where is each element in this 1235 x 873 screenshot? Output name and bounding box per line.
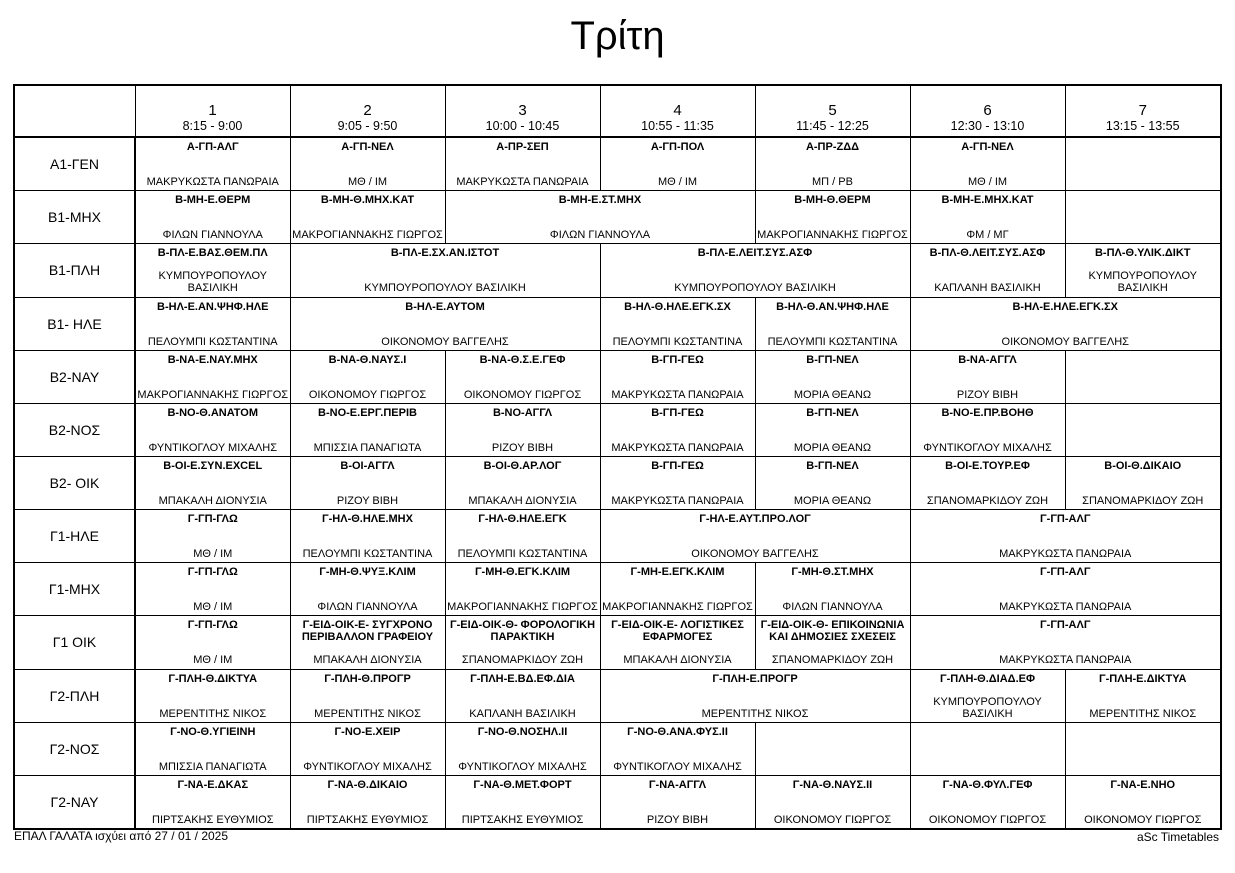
lesson-cell bbox=[1065, 722, 1221, 775]
lesson-cell bbox=[910, 297, 1221, 350]
lesson-cell bbox=[135, 775, 290, 829]
lesson-subject: Γ-ΗΛ-Θ.ΗΛΕ.ΜΗΧ bbox=[322, 513, 413, 526]
lesson-subject: Β-ΠΛ-Ε.ΣΧ.ΑΝ.ΙΣΤΟΤ bbox=[390, 247, 500, 260]
lesson-teacher: ΟΙΚΟΝΟΜΟΥ ΒΑΓΓΕΛΗΣ bbox=[381, 335, 509, 348]
lesson-subject: Γ-ΝΑ-Θ.ΝΑΥΣ.ΙΙ bbox=[792, 778, 873, 791]
class-row bbox=[14, 244, 1221, 297]
lesson-cell bbox=[445, 350, 600, 403]
period-header bbox=[445, 85, 600, 137]
lesson-teacher: ΠΕΛΟΥΜΠΙ ΚΩΣΤΑΝΤΙΝΑ bbox=[457, 548, 588, 561]
lesson-subject: Β-ΟΙ-Θ.ΑΡ.ΛΟΓ bbox=[483, 459, 562, 472]
footer-school-validity: ΕΠΑΛ ΓΑΛΑΤΑ ισχύει από 27 / 01 / 2025 bbox=[14, 829, 229, 843]
lesson-teacher: ΡΙΖΟΥ ΒΙΒΗ bbox=[646, 813, 709, 826]
lesson-subject: Β-ΜΗ-Θ.ΘΕΡΜ bbox=[794, 194, 871, 207]
lesson-cell bbox=[600, 297, 755, 350]
lesson-teacher: ΠΙΡΤΣΑΚΗΣ ΕΥΘΥΜΙΟΣ bbox=[461, 813, 584, 826]
lesson-teacher: ΚΥΜΠΟΥΡΟΠΟΥΛΟΥ ΒΑΣΙΛΙΚΗ bbox=[674, 282, 836, 295]
lesson-cell bbox=[1065, 244, 1221, 297]
lesson-teacher: ΣΠΑΝΟΜΑΡΚΙΔΟΥ ΖΩΗ bbox=[461, 654, 584, 667]
class-name: Β2-ΝΑΥ bbox=[14, 350, 135, 403]
lesson-teacher: ΠΕΛΟΥΜΠΙ ΚΩΣΤΑΝΤΙΝΑ bbox=[302, 548, 433, 561]
lesson-cell bbox=[755, 616, 910, 669]
lesson-teacher: ΜΘ / ΙΜ bbox=[193, 548, 233, 561]
lesson-teacher: ΜΘ / ΙΜ bbox=[347, 176, 388, 189]
lesson-subject: Β-ΠΛ-Θ.ΛΕΙΤ.ΣΥΣ.ΑΣΦ bbox=[929, 247, 1046, 260]
lesson-subject: Β-ΗΛ-Ε.ΑΝ.ΨΗΦ.ΗΛΕ bbox=[157, 300, 269, 313]
period-time: 9:05 - 9:50 bbox=[337, 119, 398, 133]
lesson-teacher: ΦΙΛΩΝ ΓΙΑΝΝΟΥΛΑ bbox=[317, 601, 418, 614]
lesson-cell bbox=[910, 244, 1065, 297]
lesson-subject: Β-ΜΗ-Ε.ΘΕΡΜ bbox=[175, 194, 251, 207]
lesson-teacher: ΜΕΡΕΝΤΙΤΗΣ ΝΙΚΟΣ bbox=[1089, 707, 1197, 720]
period-time: 11:45 - 12:25 bbox=[796, 119, 869, 133]
lesson-cell bbox=[135, 563, 290, 616]
lesson-cell bbox=[290, 616, 445, 669]
lesson-subject: Γ-ΠΛΗ-Ε.ΠΡΟΓΡ bbox=[712, 672, 798, 685]
lesson-teacher: ΜΑΚΡΥΚΩΣΤΑ ΠΑΝΩΡΑΙΑ bbox=[999, 548, 1132, 561]
lesson-cell bbox=[135, 350, 290, 403]
lesson-subject: Γ-ΓΠ-ΑΛΓ bbox=[1040, 513, 1091, 526]
lesson-cell bbox=[755, 403, 910, 456]
lesson-cell bbox=[1065, 137, 1221, 191]
lesson-cell bbox=[600, 563, 755, 616]
lesson-cell bbox=[135, 510, 290, 563]
lesson-teacher: ΦΙΛΩΝ ΓΙΑΝΝΟΥΛΑ bbox=[549, 229, 651, 242]
lesson-teacher: ΟΙΚΟΝΟΜΟΥ ΓΙΩΡΓΟΣ bbox=[308, 388, 427, 401]
lesson-teacher: ΜΑΚΡΟΓΙΑΝΝΑΚΗΣ ΓΙΩΡΓΟΣ bbox=[292, 229, 443, 242]
lesson-cell bbox=[910, 722, 1065, 775]
lesson-teacher: ΜΘ / ΙΜ bbox=[967, 176, 1008, 189]
lesson-teacher: ΠΕΛΟΥΜΠΙ ΚΩΣΤΑΝΤΙΝΑ bbox=[767, 335, 898, 348]
class-row bbox=[14, 722, 1221, 775]
lesson-cell bbox=[600, 137, 755, 191]
lesson-cell bbox=[600, 456, 755, 509]
lesson-subject: Γ-ΜΗ-Θ.ΨΥΞ.ΚΛΙΜ bbox=[319, 566, 416, 579]
lesson-cell bbox=[755, 137, 910, 191]
lesson-subject: Β-ΗΛ-Θ.ΗΛΕ.ΕΓΚ.ΣΧ bbox=[624, 300, 731, 313]
lesson-teacher: ΚΥΜΠΟΥΡΟΠΟΥΛΟΥ ΒΑΣΙΛΙΚΗ bbox=[1088, 270, 1198, 295]
lesson-cell bbox=[445, 563, 600, 616]
lesson-cell bbox=[1065, 775, 1221, 829]
lesson-subject: Γ-ΜΗ-Θ.ΕΓΚ.ΚΛΙΜ bbox=[474, 566, 571, 579]
lesson-subject: Β-ΓΠ-ΓΕΩ bbox=[651, 459, 704, 472]
lesson-cell bbox=[290, 456, 445, 509]
lesson-teacher: ΣΠΑΝΟΜΑΡΚΙΔΟΥ ΖΩΗ bbox=[771, 654, 894, 667]
period-header bbox=[135, 85, 290, 137]
lesson-teacher: ΜΠΑΚΑΛΗ ΔΙΟΝΥΣΙΑ bbox=[158, 494, 267, 507]
lesson-cell bbox=[910, 137, 1065, 191]
lesson-teacher: ΦΙΛΩΝ ΓΙΑΝΝΟΥΛΑ bbox=[162, 229, 263, 242]
lesson-cell bbox=[135, 722, 290, 775]
class-name: Γ2-ΝΑΥ bbox=[14, 775, 135, 829]
lesson-subject: Γ-ΕΙΔ-ΟΙΚ-Ε- ΣΥΓΧΡΟΝΟ ΠΕΡΙΒΑΛΛΟΝ ΓΡΑΦΕΙΟΥ bbox=[301, 619, 434, 644]
timetable bbox=[13, 84, 1222, 830]
class-name: Γ1-ΜΗΧ bbox=[14, 563, 135, 616]
lesson-cell bbox=[135, 244, 290, 297]
lesson-cell bbox=[445, 137, 600, 191]
lesson-cell bbox=[290, 722, 445, 775]
period-time: 10:55 - 11:35 bbox=[641, 119, 714, 133]
lesson-teacher: ΜΟΡΙΑ ΘΕΑΝΩ bbox=[793, 441, 872, 454]
lesson-teacher: ΜΘ / ΙΜ bbox=[657, 176, 698, 189]
lesson-teacher: ΜΕΡΕΝΤΙΤΗΣ ΝΙΚΟΣ bbox=[701, 707, 809, 720]
lesson-subject: Β-ΗΛ-Ε.ΑΥΤΟΜ bbox=[405, 300, 485, 313]
lesson-cell bbox=[290, 137, 445, 191]
lesson-subject: Β-ΜΗ-Θ.ΜΗΧ.ΚΑΤ bbox=[320, 194, 415, 207]
lesson-teacher: ΟΙΚΟΝΟΜΟΥ ΓΙΩΡΓΟΣ bbox=[1084, 813, 1202, 826]
lesson-teacher: ΠΙΡΤΣΑΚΗΣ ΕΥΘΥΜΙΟΣ bbox=[306, 813, 429, 826]
lesson-teacher: ΟΙΚΟΝΟΜΟΥ ΒΑΓΓΕΛΗΣ bbox=[691, 548, 819, 561]
lesson-cell bbox=[135, 669, 290, 722]
lesson-teacher: ΦΥΝΤΙΚΟΓΛΟΥ ΜΙΧΑΛΗΣ bbox=[613, 760, 742, 773]
class-row bbox=[14, 297, 1221, 350]
period-number: 6 bbox=[983, 102, 992, 119]
lesson-teacher: ΚΑΠΛΑΝΗ ΒΑΣΙΛΙΚΗ bbox=[469, 707, 576, 720]
lesson-cell bbox=[445, 722, 600, 775]
lesson-teacher: ΜΑΚΡΥΚΩΣΤΑ ΠΑΝΩΡΑΙΑ bbox=[611, 388, 744, 401]
lesson-cell bbox=[755, 191, 910, 244]
period-header bbox=[1065, 85, 1221, 137]
class-name: Β2- ΟΙΚ bbox=[14, 456, 135, 509]
lesson-teacher: ΟΙΚΟΝΟΜΟΥ ΓΙΩΡΓΟΣ bbox=[928, 813, 1047, 826]
lesson-teacher: ΜΠΙΣΣΙΑ ΠΑΝΑΓΙΩΤΑ bbox=[313, 441, 422, 454]
lesson-cell bbox=[290, 297, 600, 350]
lesson-teacher: ΜΑΚΡΟΓΙΑΝΝΑΚΗΣ ΓΙΩΡΓΟΣ bbox=[447, 601, 598, 614]
lesson-subject: Α-ΠΡ-ΖΔΔ bbox=[805, 141, 860, 154]
lesson-subject: Γ-ΓΠ-ΑΛΓ bbox=[1040, 566, 1091, 579]
footer-credit: aSc Timetables bbox=[1136, 830, 1219, 844]
lesson-subject: Β-ΗΛ-Θ.ΑΝ.ΨΗΦ.ΗΛΕ bbox=[776, 300, 889, 313]
timetable-body bbox=[14, 85, 1221, 829]
lesson-subject: Β-ΝΟ-Θ.ΑΝΑΤΟΜ bbox=[167, 406, 259, 419]
lesson-subject: Α-ΓΠ-ΝΕΛ bbox=[961, 141, 1014, 154]
lesson-subject: Β-ΗΛ-Ε.ΗΛΕ.ΕΓΚ.ΣΧ bbox=[1012, 300, 1118, 313]
lesson-cell bbox=[445, 456, 600, 509]
lesson-subject: Γ-ΝΑ-ΑΓΓΛ bbox=[648, 778, 707, 791]
class-name: Γ2-ΠΛΗ bbox=[14, 669, 135, 722]
lesson-teacher: ΜΑΚΡΥΚΩΣΤΑ ΠΑΝΩΡΑΙΑ bbox=[456, 176, 589, 189]
lesson-teacher: ΦΙΛΩΝ ΓΙΑΝΝΟΥΛΑ bbox=[782, 601, 883, 614]
lesson-teacher: ΣΠΑΝΟΜΑΡΚΙΔΟΥ ΖΩΗ bbox=[926, 494, 1049, 507]
lesson-subject: Γ-ΜΗ-Ε.ΕΓΚ.ΚΛΙΜ bbox=[630, 566, 725, 579]
class-name: Β1-ΠΛΗ bbox=[14, 244, 135, 297]
lesson-subject: Β-ΝΟ-Ε.ΕΡΓ.ΠΕΡΙΒ bbox=[318, 406, 417, 419]
lesson-subject: Γ-ΕΙΔ-ΟΙΚ-Ε- ΛΟΓΙΣΤΙΚΕΣ ΕΦΑΡΜΟΓΕΣ bbox=[611, 619, 744, 644]
lesson-cell bbox=[445, 616, 600, 669]
lesson-teacher: ΜΠΑΚΑΛΗ ΔΙΟΝΥΣΙΑ bbox=[313, 654, 422, 667]
lesson-cell bbox=[600, 775, 755, 829]
period-number: 7 bbox=[1138, 102, 1147, 119]
period-time: 10:00 - 10:45 bbox=[485, 119, 560, 133]
lesson-subject: Α-ΓΠ-ΠΟΛ bbox=[650, 141, 705, 154]
lesson-teacher: ΟΙΚΟΝΟΜΟΥ ΒΑΓΓΕΛΗΣ bbox=[1001, 335, 1129, 348]
period-time: 13:15 - 13:55 bbox=[1105, 119, 1180, 133]
lesson-cell bbox=[600, 616, 755, 669]
lesson-teacher: ΠΙΡΤΣΑΚΗΣ ΕΥΘΥΜΙΟΣ bbox=[152, 813, 274, 826]
lesson-teacher: ΜΑΚΡΟΓΙΑΝΝΑΚΗΣ ΓΙΩΡΓΟΣ bbox=[757, 229, 908, 242]
lesson-subject: Γ-ΓΠ-ΓΛΩ bbox=[187, 566, 238, 579]
lesson-cell bbox=[600, 244, 910, 297]
lesson-subject: Γ-ΓΠ-ΓΛΩ bbox=[187, 513, 238, 526]
period-header bbox=[600, 85, 755, 137]
lesson-cell bbox=[910, 563, 1221, 616]
lesson-subject: Β-ΝΑ-Θ.ΝΑΥΣ.Ι bbox=[328, 353, 407, 366]
class-row bbox=[14, 403, 1221, 456]
lesson-teacher: ΜΑΚΡΟΓΙΑΝΝΑΚΗΣ ΓΙΩΡΓΟΣ bbox=[602, 601, 753, 614]
lesson-cell bbox=[290, 191, 445, 244]
lesson-cell bbox=[290, 563, 445, 616]
lesson-teacher: ΦΜ / ΜΓ bbox=[966, 229, 1009, 242]
lesson-teacher: ΜΘ / ΙΜ bbox=[193, 654, 233, 667]
class-row bbox=[14, 669, 1221, 722]
lesson-subject: Β-ΠΛ-Ε.ΛΕΙΤ.ΣΥΣ.ΑΣΦ bbox=[697, 247, 813, 260]
lesson-cell bbox=[755, 297, 910, 350]
lesson-teacher: ΜΠΙΣΣΙΑ ΠΑΝΑΓΙΩΤΑ bbox=[158, 760, 267, 773]
lesson-teacher: ΚΥΜΠΟΥΡΟΠΟΥΛΟΥ ΒΑΣΙΛΙΚΗ bbox=[364, 282, 526, 295]
lesson-subject: Γ-ΝΟ-Θ.ΝΟΣΗΛ.ΙΙ bbox=[477, 725, 568, 738]
lesson-subject: Γ-ΝΟ-Θ.ΑΝΑ.ΦΥΣ.ΙΙ bbox=[627, 725, 728, 738]
lesson-subject: Β-ΝΑ-Θ.Σ.Ε.ΓΕΦ bbox=[479, 353, 566, 366]
lesson-subject: Β-ΝΑ-Ε.ΝΑΥ.ΜΗΧ bbox=[167, 353, 258, 366]
lesson-subject: Β-ΓΠ-ΝΕΛ bbox=[806, 459, 859, 472]
lesson-cell bbox=[755, 563, 910, 616]
lesson-cell bbox=[1065, 456, 1221, 509]
lesson-cell bbox=[135, 403, 290, 456]
class-row bbox=[14, 563, 1221, 616]
lesson-subject: Β-ΟΙ-Θ.ΔΙΚΑΙΟ bbox=[1104, 459, 1182, 472]
period-time: 8:15 - 9:00 bbox=[182, 119, 243, 133]
lesson-subject: Γ-ΓΠ-ΓΛΩ bbox=[187, 619, 238, 632]
period-header bbox=[290, 85, 445, 137]
lesson-cell bbox=[755, 722, 910, 775]
lesson-subject: Β-ΠΛ-Θ.ΥΛΙΚ.ΔΙΚΤ bbox=[1094, 247, 1191, 260]
lesson-cell bbox=[290, 403, 445, 456]
lesson-subject: Γ-ΝΟ-Θ.ΥΓΙΕΙΝΗ bbox=[170, 725, 256, 738]
class-row bbox=[14, 510, 1221, 563]
lesson-cell bbox=[445, 191, 755, 244]
lesson-subject: Γ-ΝΑ-Ε.ΔΚΑΣ bbox=[177, 778, 249, 791]
lesson-subject: Β-ΠΛ-Ε.ΒΑΣ.ΘΕΜ.ΠΛ bbox=[157, 247, 268, 260]
period-number: 4 bbox=[673, 102, 682, 119]
period-header bbox=[755, 85, 910, 137]
lesson-teacher: ΜΑΚΡΥΚΩΣΤΑ ΠΑΝΩΡΑΙΑ bbox=[146, 176, 279, 189]
lesson-subject: Γ-ΝΟ-Ε.ΧΕΙΡ bbox=[334, 725, 401, 738]
page-title: Τρίτη bbox=[570, 14, 665, 58]
lesson-cell bbox=[755, 775, 910, 829]
lesson-teacher: ΡΙΖΟΥ ΒΙΒΗ bbox=[491, 441, 554, 454]
lesson-subject: Β-ΜΗ-Ε.ΣΤ.ΜΗΧ bbox=[558, 194, 642, 207]
period-header-row bbox=[14, 85, 1221, 137]
lesson-subject: Β-ΓΠ-ΓΕΩ bbox=[651, 406, 704, 419]
lesson-cell bbox=[910, 616, 1221, 669]
period-time: 12:30 - 13:10 bbox=[950, 119, 1025, 133]
lesson-cell bbox=[445, 669, 600, 722]
lesson-cell bbox=[445, 403, 600, 456]
lesson-cell bbox=[290, 350, 445, 403]
lesson-teacher: ΜΠΑΚΑΛΗ ΔΙΟΝΥΣΙΑ bbox=[468, 494, 577, 507]
lesson-teacher: ΣΠΑΝΟΜΑΡΚΙΔΟΥ ΖΩΗ bbox=[1082, 494, 1204, 507]
lesson-cell bbox=[445, 510, 600, 563]
lesson-subject: Γ-ΝΑ-Θ.ΦΥΛ.ΓΕΦ bbox=[942, 778, 1033, 791]
lesson-teacher: ΜΑΚΡΥΚΩΣΤΑ ΠΑΝΩΡΑΙΑ bbox=[611, 441, 744, 454]
lesson-teacher: ΦΥΝΤΙΚΟΓΛΟΥ ΜΙΧΑΛΗΣ bbox=[148, 441, 278, 454]
lesson-teacher: ΜΠ / ΡΒ bbox=[812, 176, 853, 189]
lesson-teacher: ΜΑΚΡΥΚΩΣΤΑ ΠΑΝΩΡΑΙΑ bbox=[999, 654, 1132, 667]
period-number: 3 bbox=[518, 102, 527, 119]
lesson-cell bbox=[910, 775, 1065, 829]
class-row bbox=[14, 775, 1221, 829]
lesson-subject: Γ-ΕΙΔ-ΟΙΚ-Θ- ΦΟΡΟΛΟΓΙΚΗ ΠΑΡΑΚΤΙΚΗ bbox=[449, 619, 596, 644]
lesson-cell bbox=[910, 456, 1065, 509]
lesson-teacher: ΠΕΛΟΥΜΠΙ ΚΩΣΤΑΝΤΙΝΑ bbox=[612, 335, 743, 348]
lesson-cell bbox=[910, 350, 1065, 403]
lesson-teacher: ΜΕΡΕΝΤΙΤΗΣ ΝΙΚΟΣ bbox=[314, 707, 421, 720]
lesson-cell bbox=[600, 510, 910, 563]
lesson-teacher: ΜΑΚΡΟΓΙΑΝΝΑΚΗΣ ΓΙΩΡΓΟΣ bbox=[137, 388, 289, 401]
lesson-teacher: ΡΙΖΟΥ ΒΙΒΗ bbox=[336, 494, 399, 507]
lesson-cell bbox=[1065, 350, 1221, 403]
period-header bbox=[910, 85, 1065, 137]
lesson-cell bbox=[135, 137, 290, 191]
class-name: Γ2-ΝΟΣ bbox=[14, 722, 135, 775]
lesson-teacher: ΦΥΝΤΙΚΟΓΛΟΥ ΜΙΧΑΛΗΣ bbox=[923, 441, 1052, 454]
class-name: Γ1-ΗΛΕ bbox=[14, 510, 135, 563]
lesson-cell bbox=[600, 669, 910, 722]
lesson-subject: Γ-ΠΛΗ-Θ.ΔΙΚΤΥΑ bbox=[168, 672, 258, 685]
lesson-teacher: ΜΑΚΡΥΚΩΣΤΑ ΠΑΝΩΡΑΙΑ bbox=[611, 494, 744, 507]
lesson-subject: Α-ΓΠ-ΝΕΛ bbox=[341, 141, 394, 154]
lesson-teacher: ΟΙΚΟΝΟΜΟΥ ΓΙΩΡΓΟΣ bbox=[773, 813, 892, 826]
lesson-cell bbox=[135, 191, 290, 244]
lesson-subject: Β-ΝΑ-ΑΓΓΛ bbox=[958, 353, 1017, 366]
lesson-cell bbox=[290, 669, 445, 722]
lesson-subject: Β-ΓΠ-ΝΕΛ bbox=[806, 406, 859, 419]
lesson-subject: Β-ΝΟ-ΑΓΓΛ bbox=[492, 406, 553, 419]
class-name: Β1- ΗΛΕ bbox=[14, 297, 135, 350]
lesson-subject: Α-ΓΠ-ΑΛΓ bbox=[186, 141, 239, 154]
class-name: Α1-ΓΕΝ bbox=[14, 137, 135, 191]
lesson-subject: Β-ΟΙ-ΑΓΓΛ bbox=[340, 459, 395, 472]
class-row bbox=[14, 456, 1221, 509]
lesson-teacher: ΟΙΚΟΝΟΜΟΥ ΓΙΩΡΓΟΣ bbox=[463, 388, 582, 401]
period-number: 2 bbox=[363, 102, 372, 119]
lesson-teacher: ΦΥΝΤΙΚΟΓΛΟΥ ΜΙΧΑΛΗΣ bbox=[458, 760, 587, 773]
lesson-cell bbox=[1065, 191, 1221, 244]
lesson-cell bbox=[755, 350, 910, 403]
lesson-teacher: ΦΥΝΤΙΚΟΓΛΟΥ ΜΙΧΑΛΗΣ bbox=[303, 760, 432, 773]
lesson-subject: Γ-ΠΛΗ-Θ.ΠΡΟΓΡ bbox=[324, 672, 411, 685]
lesson-cell bbox=[755, 456, 910, 509]
lesson-subject: Β-ΓΠ-ΓΕΩ bbox=[651, 353, 704, 366]
lesson-subject: Β-ΜΗ-Ε.ΜΗΧ.ΚΑΤ bbox=[941, 194, 1034, 207]
lesson-cell bbox=[1065, 669, 1221, 722]
class-name: Β1-ΜΗΧ bbox=[14, 191, 135, 244]
lesson-subject: Β-ΟΙ-Ε.ΣΥΝ.EXCEL bbox=[163, 459, 263, 472]
lesson-cell bbox=[135, 456, 290, 509]
lesson-subject: Γ-ΠΛΗ-Θ.ΔΙΑΔ.ΕΦ bbox=[939, 672, 1035, 685]
lesson-subject: Γ-ΝΑ-Θ.ΜΕΤ.ΦΟΡΤ bbox=[473, 778, 572, 791]
lesson-cell bbox=[135, 297, 290, 350]
class-name: Γ1 ΟΙΚ bbox=[14, 616, 135, 669]
lesson-cell bbox=[600, 722, 755, 775]
lesson-teacher: ΠΕΛΟΥΜΠΙ ΚΩΣΤΑΝΤΙΝΑ bbox=[147, 335, 278, 348]
lesson-cell bbox=[600, 403, 755, 456]
lesson-teacher: ΚΑΠΛΑΝΗ ΒΑΣΙΛΙΚΗ bbox=[934, 282, 1041, 295]
corner-cell bbox=[14, 85, 135, 137]
class-name: Β2-ΝΟΣ bbox=[14, 403, 135, 456]
lesson-subject: Γ-ΗΛ-Ε.ΑΥΤ.ΠΡΟ.ΛΟΓ bbox=[699, 513, 811, 526]
lesson-cell bbox=[600, 350, 755, 403]
lesson-subject: Γ-ΜΗ-Θ.ΣΤ.ΜΗΧ bbox=[791, 566, 874, 579]
lesson-cell bbox=[910, 669, 1065, 722]
lesson-cell bbox=[1065, 403, 1221, 456]
lesson-cell bbox=[135, 616, 290, 669]
lesson-cell bbox=[290, 510, 445, 563]
lesson-teacher: ΜΟΡΙΑ ΘΕΑΝΩ bbox=[793, 388, 872, 401]
period-number: 5 bbox=[828, 102, 837, 119]
lesson-teacher: ΜΑΚΡΥΚΩΣΤΑ ΠΑΝΩΡΑΙΑ bbox=[999, 601, 1132, 614]
class-row bbox=[14, 191, 1221, 244]
lesson-subject: Γ-ΠΛΗ-Ε.ΔΙΚΤΥΑ bbox=[1099, 672, 1187, 685]
lesson-teacher: ΜΟΡΙΑ ΘΕΑΝΩ bbox=[793, 494, 872, 507]
lesson-subject: Β-ΝΟ-Ε.ΠΡ.ΒΟΗΘ bbox=[941, 406, 1034, 419]
lesson-subject: Α-ΠΡ-ΣΕΠ bbox=[496, 141, 549, 154]
lesson-cell bbox=[910, 403, 1065, 456]
lesson-teacher: ΡΙΖΟΥ ΒΙΒΗ bbox=[956, 388, 1019, 401]
lesson-subject: Γ-ΓΠ-ΑΛΓ bbox=[1040, 619, 1091, 632]
lesson-cell bbox=[445, 775, 600, 829]
lesson-teacher: ΚΥΜΠΟΥΡΟΠΟΥΛΟΥ ΒΑΣΙΛΙΚΗ bbox=[933, 695, 1042, 720]
lesson-subject: Γ-ΕΙΔ-ΟΙΚ-Θ- ΕΠΙΚΟΙΝΩΝΙΑ ΚΑΙ ΔΗΜΟΣΙΕΣ ΣΧΕΣΕΙΣ bbox=[760, 619, 905, 644]
lesson-cell bbox=[910, 510, 1221, 563]
lesson-teacher: ΚΥΜΠΟΥΡΟΠΟΥΛΟΥ ΒΑΣΙΛΙΚΗ bbox=[158, 270, 268, 295]
lesson-subject: Γ-ΝΑ-Θ.ΔΙΚΑΙΟ bbox=[327, 778, 408, 791]
lesson-subject: Γ-ΝΑ-Ε.ΝΗΟ bbox=[1110, 778, 1176, 791]
lesson-teacher: ΜΕΡΕΝΤΙΤΗΣ ΝΙΚΟΣ bbox=[159, 707, 267, 720]
lesson-subject: Γ-ΠΛΗ-Ε.ΒΔ.ΕΦ.ΔΙΑ bbox=[470, 672, 575, 685]
lesson-teacher: ΜΘ / ΙΜ bbox=[193, 601, 233, 614]
lesson-subject: Β-ΓΠ-ΝΕΛ bbox=[806, 353, 859, 366]
lesson-cell bbox=[910, 191, 1065, 244]
lesson-subject: Γ-ΗΛ-Θ.ΗΛΕ.ΕΓΚ bbox=[478, 513, 567, 526]
lesson-teacher: ΜΠΑΚΑΛΗ ΔΙΟΝΥΣΙΑ bbox=[623, 654, 732, 667]
class-row bbox=[14, 137, 1221, 191]
period-number: 1 bbox=[208, 102, 217, 119]
lesson-cell bbox=[290, 244, 600, 297]
class-row bbox=[14, 350, 1221, 403]
lesson-subject: Β-ΟΙ-Ε.ΤΟΥΡ.ΕΦ bbox=[945, 459, 1030, 472]
lesson-cell bbox=[290, 775, 445, 829]
class-row bbox=[14, 616, 1221, 669]
